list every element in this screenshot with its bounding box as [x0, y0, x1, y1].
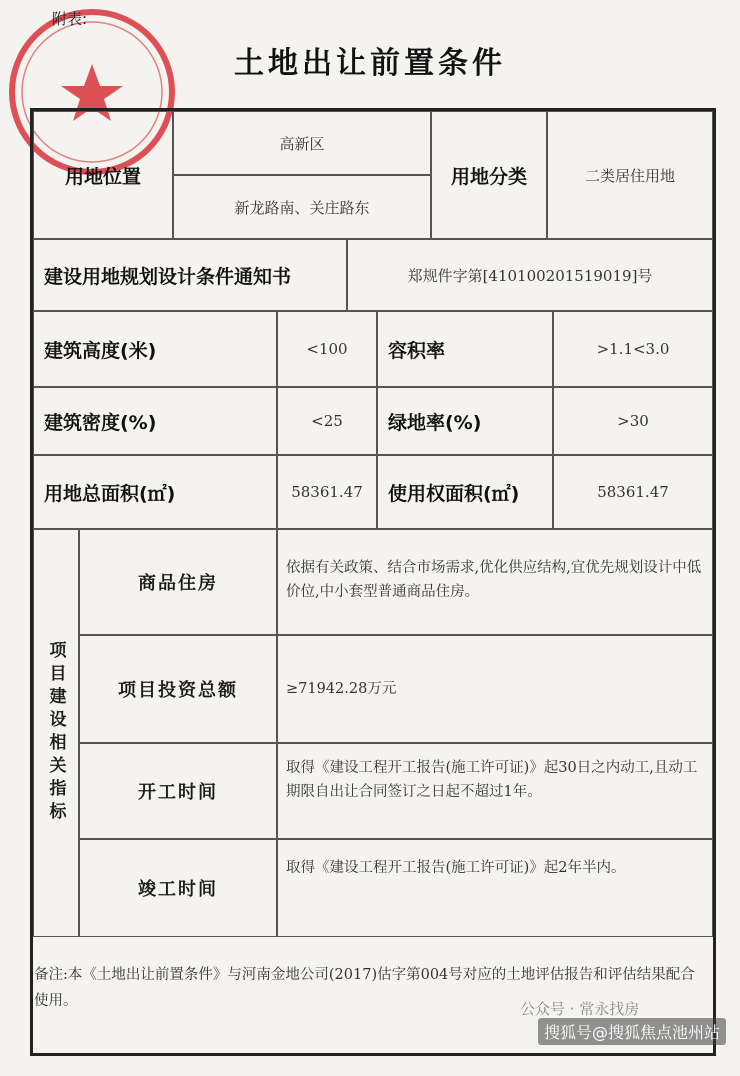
housing-value: 依据有关政策、结合市场需求,优化供应结构,宜优先规划设计中低价位,中小套型普通商品住房。: [277, 529, 713, 635]
footer-note: 备注:本《土地出让前置条件》与河南金地公司(2017)估字第004号对应的土地评估报告和评估结果配合使用。: [34, 967, 695, 1009]
notice-label: 建设用地规划设计条件通知书: [33, 239, 347, 311]
investment-label: 项目投资总额: [79, 635, 277, 743]
project-group-label: 项目建设相关指标: [33, 529, 79, 937]
page-title: 土地出让前置条件: [234, 46, 506, 81]
finish-value: 取得《建设工程开工报告(施工许可证)》起2年半内。: [277, 839, 713, 937]
density-label: 建筑密度(%): [33, 387, 277, 455]
area-value: 58361.47: [277, 455, 377, 529]
height-label: 建筑高度(米): [33, 311, 277, 387]
far-value: >1.1<3.0: [553, 311, 713, 387]
green-value: >30: [553, 387, 713, 455]
category-label: 用地分类: [431, 111, 547, 239]
use-area-value: 58361.47: [553, 455, 713, 529]
wechat-watermark: 公众号 · 常永找房: [520, 1000, 640, 1018]
density-value: <25: [277, 387, 377, 455]
start-value: 取得《建设工程开工报告(施工许可证)》起30日之内动工,且动工期限自出让合同签订之日起不超过1年。: [277, 743, 713, 839]
finish-label: 竣工时间: [79, 839, 277, 937]
far-label: 容积率: [377, 311, 553, 387]
area-label: 用地总面积(㎡): [33, 455, 277, 529]
height-value: <100: [277, 311, 377, 387]
housing-label: 商品住房: [79, 529, 277, 635]
notice-value: 郑规件字第[410100201519019]号: [347, 239, 713, 311]
sohu-watermark: 搜狐号@搜狐焦点池州站: [538, 1018, 726, 1045]
use-area-label: 使用权面积(㎡): [377, 455, 553, 529]
conditions-table: [30, 108, 716, 1056]
location-label: 用地位置: [33, 111, 173, 239]
start-label: 开工时间: [79, 743, 277, 839]
green-label: 绿地率(%): [377, 387, 553, 455]
category-value: 二类居住用地: [547, 111, 713, 239]
location-roads: 新龙路南、关庄路东: [173, 175, 431, 239]
annex-label: 附表:: [52, 10, 88, 28]
investment-value: ≥71942.28万元: [277, 635, 713, 743]
location-district: 高新区: [173, 111, 431, 175]
